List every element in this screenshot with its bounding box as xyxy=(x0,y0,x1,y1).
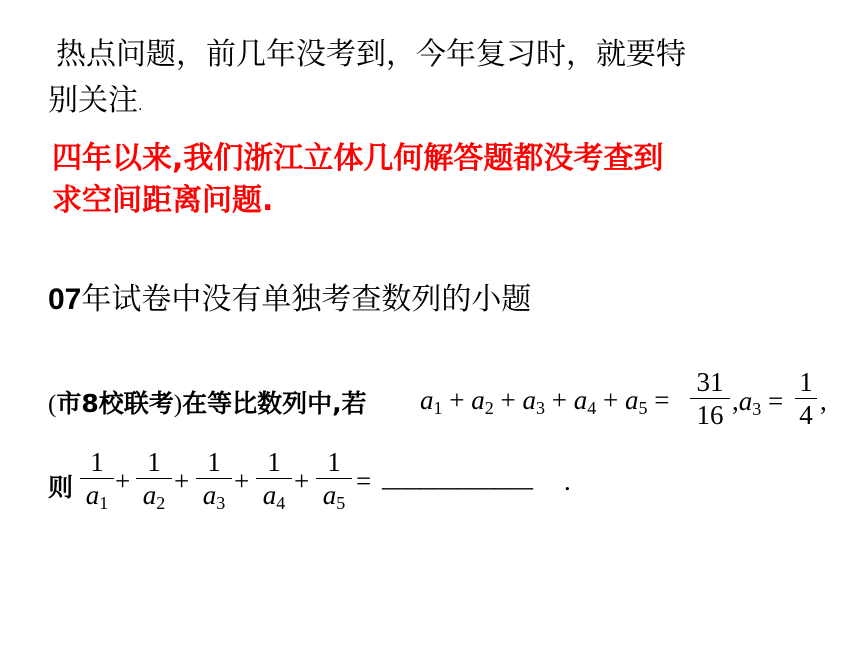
prefix-open-paren: ( xyxy=(48,391,57,418)
recip-a1-den xyxy=(80,479,114,511)
recip-a4 xyxy=(256,446,292,511)
recip-a3-var: a xyxy=(202,480,217,510)
then-label: 则 xyxy=(48,473,74,502)
sum-expression xyxy=(420,385,669,419)
term-a3-var: a xyxy=(522,385,536,415)
problem-prefix xyxy=(48,384,367,420)
recip-a5-sub: 5 xyxy=(336,493,346,513)
term-a2-var: a xyxy=(471,385,485,415)
recip-a2-den xyxy=(136,479,172,511)
section-text: 年试卷中没有单独考查数列的小题 xyxy=(81,282,532,317)
recip-plus-1: + xyxy=(115,466,131,496)
recip-plus-4: + xyxy=(294,466,310,496)
fraction-31-16-num: 31 xyxy=(696,367,724,397)
term-a5-sub: 5 xyxy=(638,398,648,418)
comma-2: , xyxy=(820,386,827,416)
highlight-paragraph xyxy=(52,138,812,222)
recip-a5-var: a xyxy=(322,480,337,510)
recip-a2-num: 1 xyxy=(147,447,161,477)
intro-line-2-text: 别关注 xyxy=(48,83,138,118)
term-a1-var: a xyxy=(420,385,434,415)
intro-end-dot: . xyxy=(138,98,143,114)
intro-line-2 xyxy=(48,78,788,129)
recip-equals: = xyxy=(356,466,372,496)
term-a4-sub: 4 xyxy=(587,398,597,418)
fraction-1-4-num: 1 xyxy=(799,367,813,397)
a3-var: a xyxy=(738,386,753,416)
recip-a4-den xyxy=(256,479,292,511)
plus-3: + xyxy=(551,385,567,415)
equals-2: = xyxy=(768,386,784,416)
comma-1: , xyxy=(732,386,739,416)
term-a3-sub: 3 xyxy=(535,398,545,418)
recip-a1-var: a xyxy=(85,480,100,510)
term-a4-var: a xyxy=(573,385,588,415)
recip-a5-den xyxy=(316,479,352,511)
intro-line-1: 热点问题，前几年没考到，今年复习时，就要特 xyxy=(56,37,686,72)
recip-a3-sub: 3 xyxy=(216,493,226,513)
plus-4: + xyxy=(602,385,619,415)
recip-a1-sub: 1 xyxy=(99,493,109,513)
section-heading xyxy=(48,280,531,320)
a3-sub: 3 xyxy=(752,399,762,419)
a3-clause xyxy=(732,386,783,420)
term-a1-sub: 1 xyxy=(433,398,443,418)
prefix-text: 在等比数列中,若 xyxy=(182,389,367,418)
prefix-source: 市8校联考 xyxy=(56,389,174,418)
recip-a1-num: 1 xyxy=(90,447,104,477)
recip-a2 xyxy=(136,446,172,511)
equals-1: = xyxy=(654,385,670,415)
recip-a4-num: 1 xyxy=(267,447,281,477)
prefix-close-paren: ) xyxy=(173,391,183,418)
plus-2: + xyxy=(500,385,516,415)
intro-paragraph xyxy=(48,32,788,129)
recip-a2-var: a xyxy=(142,480,157,510)
recip-a3 xyxy=(196,446,232,511)
answer-blank[interactable]: ____________ xyxy=(382,462,532,492)
section-year: 07 xyxy=(48,283,82,316)
highlight-line-1: 四年以来,我们浙江立体几何解答题都没考查到 xyxy=(52,141,664,176)
fraction-1-4-den: 4 xyxy=(799,400,813,430)
fraction-31-16 xyxy=(690,366,730,431)
recip-a5 xyxy=(316,446,352,511)
plus-1: + xyxy=(449,385,465,415)
highlight-line-2: 求空间距离问题. xyxy=(52,183,274,218)
term-a2-sub: 2 xyxy=(484,398,494,418)
recip-a1 xyxy=(80,446,114,511)
answer-end-dot: . xyxy=(564,466,571,496)
recip-a4-sub: 4 xyxy=(276,493,286,513)
recip-a2-sub: 2 xyxy=(156,493,166,513)
recip-plus-3: + xyxy=(234,466,250,496)
fraction-31-16-den: 16 xyxy=(696,400,724,430)
recip-plus-2: + xyxy=(174,466,190,496)
recip-a3-num: 1 xyxy=(207,447,221,477)
fraction-1-4 xyxy=(795,366,817,431)
recip-a3-den xyxy=(196,479,232,511)
recip-a4-var: a xyxy=(262,480,277,510)
recip-a5-num: 1 xyxy=(327,447,341,477)
term-a5-var: a xyxy=(624,385,639,415)
